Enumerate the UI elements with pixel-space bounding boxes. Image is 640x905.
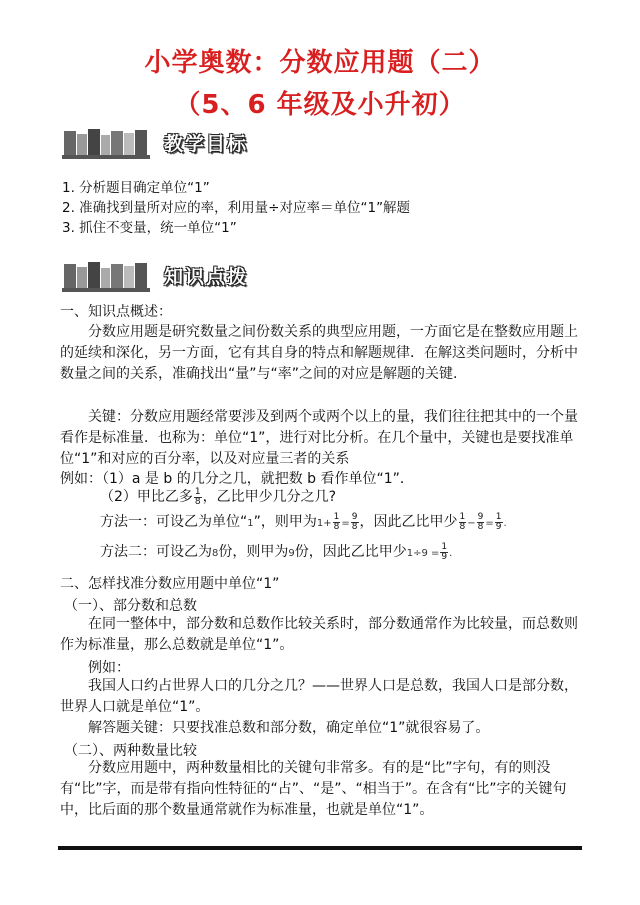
section-banner-goals: [60, 121, 320, 165]
bottom-divider: [58, 846, 582, 850]
example-1: 例如：（1）a 是 b 的几分之几，就把数 b 看作单位“1”．: [60, 471, 414, 487]
paragraph-key: 关键：分数应用题经常要涉及到两个或两个以上的量，我们往往把其中的一个量看作是标准量．也称为：单位“1”，进行对比分析。在几个量中，关键也是要找准单位“1”和对应的百分率，以及对应量三者的关系: [60, 409, 578, 467]
section-label-goals: 教学目标: [164, 133, 249, 155]
example-2-text-b: ，乙比甲少几分之几?: [202, 489, 337, 505]
paragraph-two-quantities: 分数应用题中，两种数量相比的关键句非常多。有的是“比”字句，有的则没有“比”字，而是带有指向性特征的“占”、“是”、“相当于”。在含有“比”字的关键句中，比后面的那个数量通常就作为标准量，也就是单位“1”。: [60, 760, 567, 818]
method-1: 方法一：可设乙为单位“1”，则甲为1+ $\frac{1}{8}$ = $\frac{9}{8}$ ，因此乙比甲少 $\frac{1}{8}$ − $\frac{9}{8}$ = $\frac{1}{9}$ .: [100, 511, 507, 532]
paragraph-part-total: 在同一整体中，部分数和总数作比较关系时，部分数通常作为比较量，而总数则作为标准量，那么总数就是单位“1”。: [60, 616, 578, 653]
example-2: [100, 484, 336, 510]
fraction-one-ninth: $\frac{1}{9}$: [495, 511, 502, 532]
heading-part-total: （一）、部分数和总数: [64, 598, 197, 614]
fraction-one-eighth: $\frac{1}{8}$: [333, 511, 340, 532]
goal-1: 1. 分析题目确定单位“1”: [62, 180, 210, 196]
page-title-line1: 小学奥数：分数应用题（二）: [144, 48, 496, 78]
goal-3: 3. 抓住不变量，统一单位“1”: [62, 220, 237, 236]
books-icon: [60, 125, 152, 161]
paragraph-overview: 分数应用题是研究数量之间份数关系的典型应用题，一方面它是在整数应用题上的延续和深化，另一方面，它有其自身的特点和解题规律．在解这类问题时，分析中数量之间的关系，准确找出“量”与“率”之间的对应是解题的关键.: [60, 324, 578, 382]
goal-2: 2. 准确找到量所对应的率，利用量÷对应率＝单位“1”解题: [62, 200, 411, 216]
books-icon: [60, 258, 152, 294]
fraction-nine-eighths: $\frac{9}{8}$: [351, 511, 358, 532]
fraction-one-ninth: $\frac{1}{9}$: [441, 541, 448, 562]
heading-overview: 一、知识点概述：: [60, 304, 172, 320]
example-label: 例如：: [88, 660, 130, 676]
heading-two-quantities: （二）、两种数量比较: [64, 743, 197, 759]
fraction-one-eighth: $\frac{1}{8}$: [194, 486, 201, 507]
method-2: 方法二：可设乙为8份，则甲为9份，因此乙比甲少1÷9 = $\frac{1}{9}$ .: [100, 541, 453, 562]
paragraph-population: 我国人口约占世界人口的几分之几？——世界人口是总数，我国人口是部分数，世界人口就是单位“1”。: [60, 678, 578, 715]
page-title-line2: （5、6 年级及小升初）: [174, 90, 466, 120]
section-label-knowledge: 知识点拨: [164, 266, 249, 288]
paragraph-solution-key: 解答题关键：只要找准总数和部分数，确定单位“1”就很容易了。: [88, 720, 490, 736]
heading-find-unit: 二、怎样找准分数应用题中单位“1”: [60, 576, 280, 592]
fraction-one-eighth: $\frac{1}{8}$: [459, 511, 466, 532]
section-banner-knowledge: [60, 254, 320, 298]
example-2-text-a: （2）甲比乙多: [100, 489, 193, 505]
fraction-nine-eighths: $\frac{9}{8}$: [477, 511, 484, 532]
